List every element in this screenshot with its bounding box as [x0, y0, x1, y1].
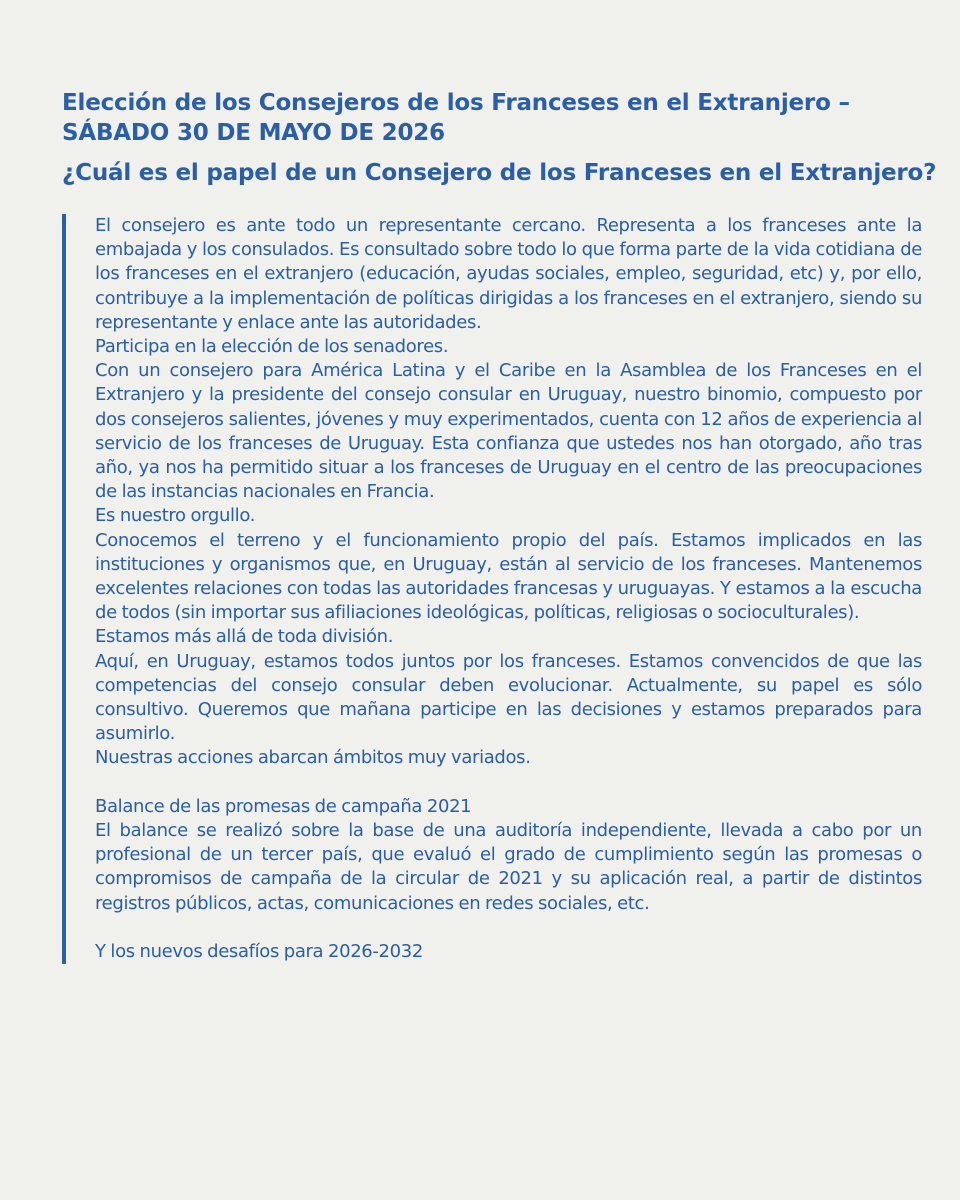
paragraph-pride: Es nuestro orgullo. [95, 505, 256, 527]
paragraph-actions: Nuestras acciones abarcan ámbitos muy variados. [95, 747, 531, 769]
paragraph-challenges: Y los nuevos desafíos para 2026-2032 [95, 941, 423, 963]
paragraph-division: Estamos más allá de toda división. [95, 626, 394, 648]
title-line-1: Elección de los Consejeros de los Franceses en el Extranjero – [62, 90, 850, 116]
paragraph-gap [95, 916, 922, 940]
paragraph-experience: Con un consejero para América Latina y el Caribe en la Asamblea de los Franceses en el Extranjero y la presidente del consejo consular en Uruguay, nuestro binomio, compuesto por dos consejeros salientes, jóvenes y muy experimentados, cuenta con 12 años de experiencia al servicio de los franceses de Uruguay. Esta confianza que ustedes nos han otorgado, año tras año, ya nos ha permitido situar a los franceses de Uruguay en el centro de las preocupaciones de las instancias nacionales en Francia. [95, 360, 922, 503]
title-line-2: SÁBADO 30 DE MAYO DE 2026 [62, 120, 445, 146]
document-page [62, 88, 937, 963]
paragraph-terrain: Conocemos el terreno y el funcionamiento propio del país. Estamos implicados en las instituciones y organismos que, en Uruguay, están al servicio de los franceses. Mantenemos excelentes relaciones con todas las autoridades francesas y uruguayas. Y estamos a la escucha de todos (sin importar sus afiliaciones ideológicas, políticas, religiosas o socioculturales). [95, 529, 922, 624]
body-text-block [62, 214, 922, 964]
page-subtitle: ¿Cuál es el papel de un Consejero de los Franceses en el Extranjero? [62, 160, 937, 186]
paragraph-balance-heading: Balance de las promesas de campaña 2021 [95, 795, 472, 817]
paragraph-gap [95, 771, 922, 795]
paragraph-senators: Participa en la elección de los senadores. [95, 336, 449, 358]
paragraph-together: Aquí, en Uruguay, estamos todos juntos por los franceses. Estamos convencidos de que las competencias del consejo consular deben evolucionar. Actualmente, su papel es sólo consultivo. Queremos que mañana participe en las decisiones y estamos preparados para asumirlo. [95, 650, 922, 745]
page-title [62, 88, 922, 148]
paragraph-balance: El balance se realizó sobre la base de una auditoría independiente, llevada a cabo por un profesional de un tercer país, que evaluó el grado de cumplimiento según las promesas o compromisos de campaña de la circular de 2021 y su aplicación real, a partir de distintos registros públicos, actas, comunicaciones en redes sociales, etc. [95, 820, 922, 914]
paragraph-role: El consejero es ante todo un representante cercano. Representa a los franceses ante la embajada y los consulados. Es consultado sobre todo lo que forma parte de la vida cotidiana de los franceses en el extranjero (educación, ayudas sociales, empleo, seguridad, etc) y, por ello, contribuye a la implementación de políticas dirigidas a los franceses en el extranjero, siendo su representante y enlace ante las autoridades. [95, 215, 922, 333]
